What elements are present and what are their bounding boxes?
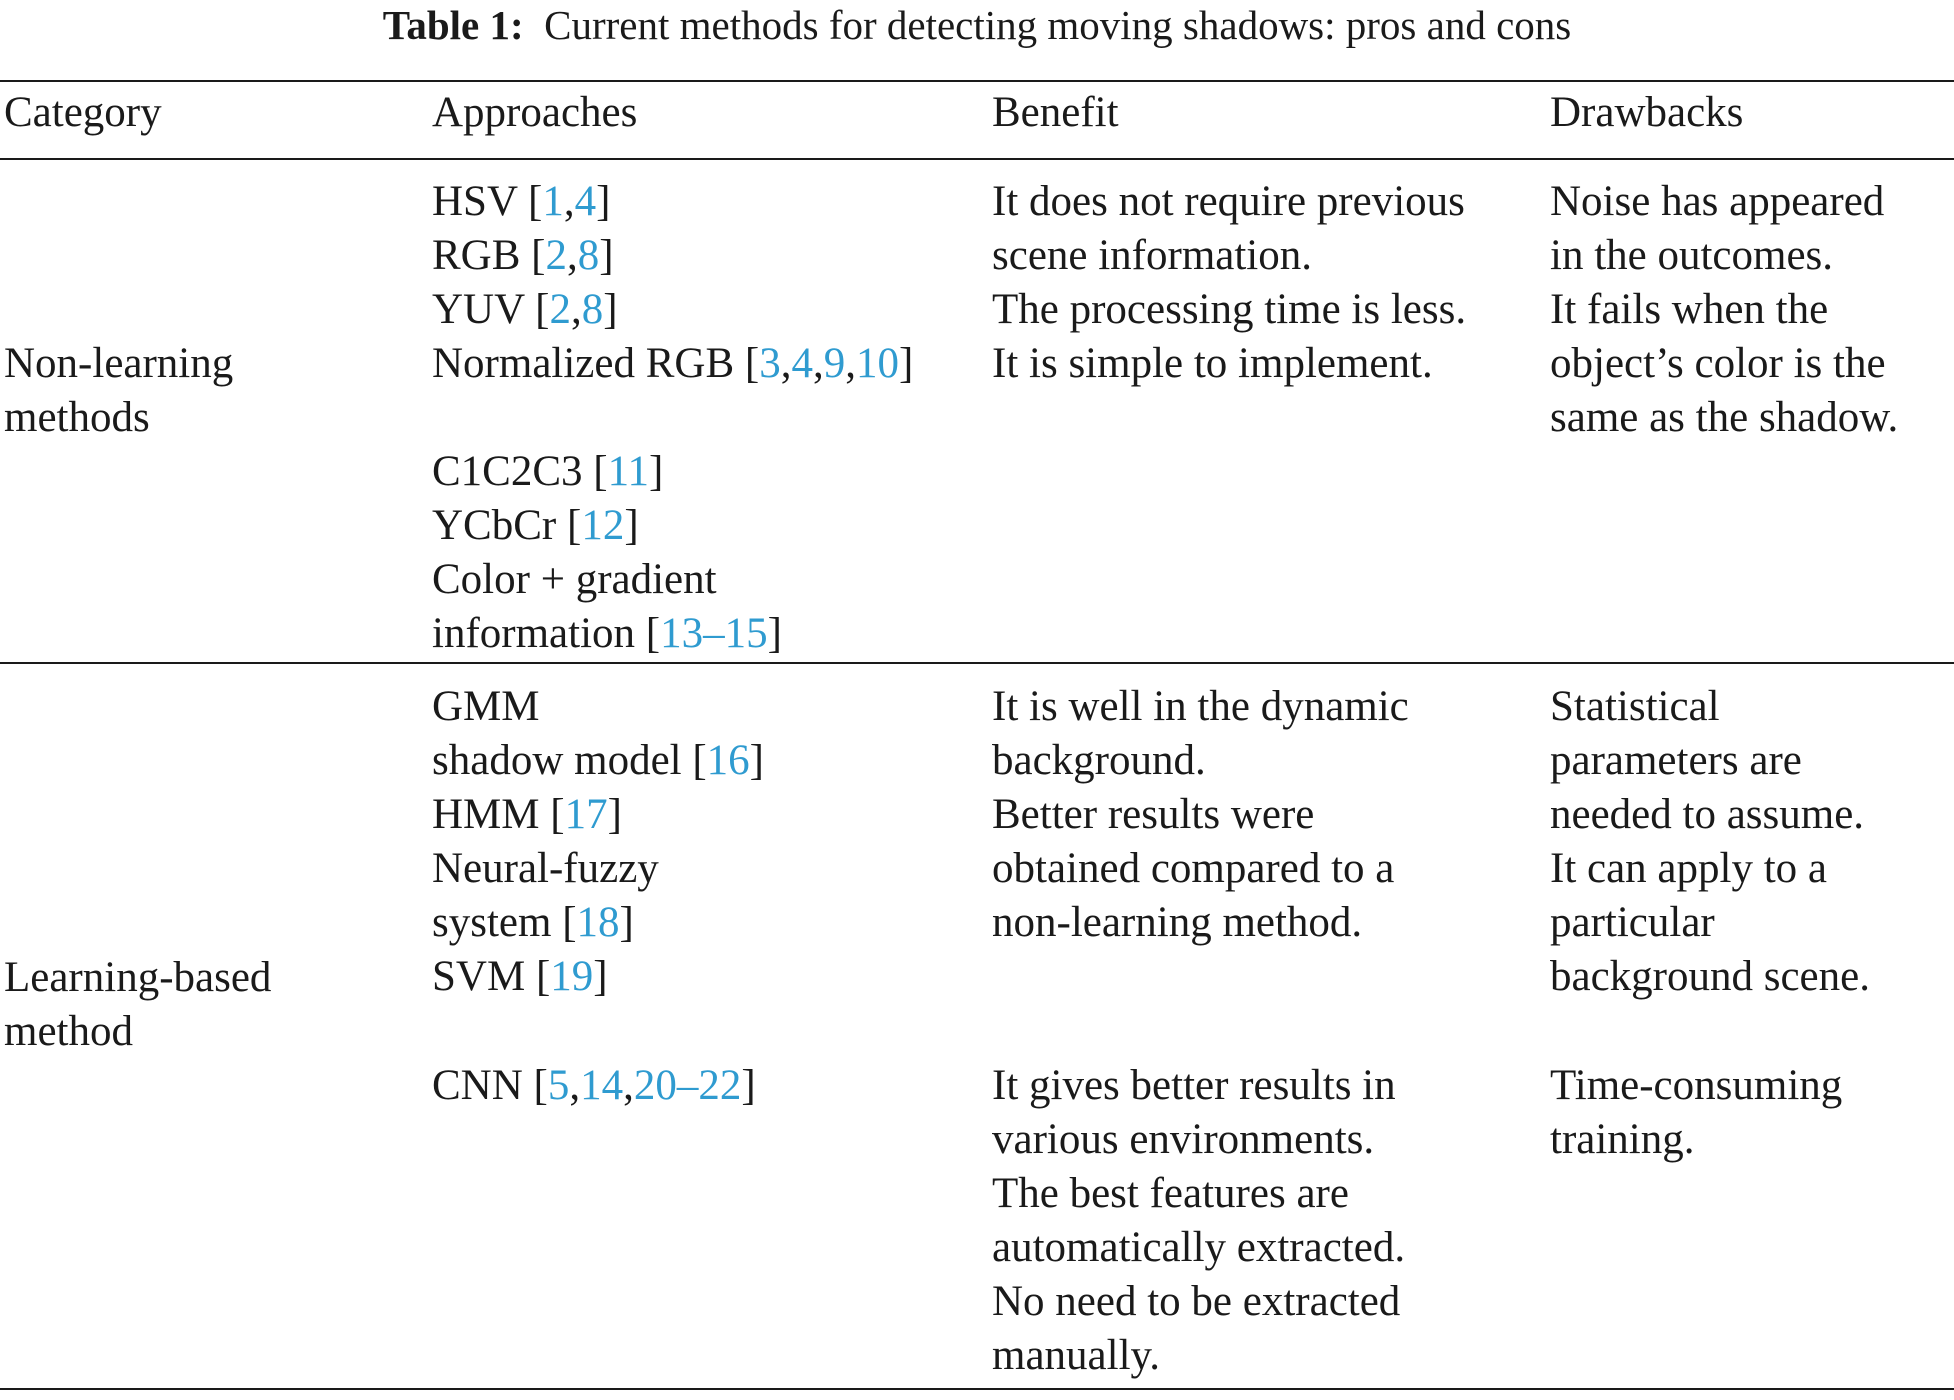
citation-link[interactable]: 20–22 bbox=[633, 1062, 742, 1109]
category-line: method bbox=[4, 1008, 133, 1055]
citation-link[interactable]: 3 bbox=[759, 340, 781, 387]
citation-link[interactable]: 9 bbox=[823, 340, 846, 387]
row-divider bbox=[0, 662, 1954, 664]
cell-line: background scene. bbox=[1550, 953, 1870, 1000]
approach-text: RGB [ bbox=[432, 232, 546, 279]
cell-line: Better results were bbox=[992, 791, 1315, 838]
approach-text: Neural-fuzzy bbox=[432, 845, 659, 892]
citation-bracket: ] bbox=[767, 610, 782, 657]
citation-bracket: ] bbox=[624, 502, 639, 549]
row2-approaches-group2 bbox=[432, 1059, 756, 1113]
cell-line: It gives better results in bbox=[992, 1062, 1396, 1109]
citation-bracket: ] bbox=[603, 286, 618, 333]
header-drawbacks: Drawbacks bbox=[1550, 89, 1744, 136]
citation-bracket: ] bbox=[749, 737, 764, 784]
citation-link[interactable]: 8 bbox=[577, 232, 600, 279]
cell-line: manually. bbox=[992, 1332, 1160, 1379]
header-benefit: Benefit bbox=[992, 89, 1119, 136]
approach-line: CNN [5,14,20–22] bbox=[432, 1062, 756, 1109]
cell-line: automatically extracted. bbox=[992, 1224, 1406, 1271]
header-category: Category bbox=[4, 89, 162, 136]
row2-benefit-group1 bbox=[992, 680, 1409, 950]
approach-line bbox=[432, 842, 764, 896]
citation-link[interactable]: 1 bbox=[542, 178, 564, 225]
cell-line: object’s color is the bbox=[1550, 340, 1886, 387]
row1-approaches-group1 bbox=[432, 175, 913, 391]
row1-benefit bbox=[992, 175, 1466, 391]
approach-line: RGB [2,8] bbox=[432, 232, 614, 279]
header-approaches: Approaches bbox=[432, 89, 638, 136]
row2-drawbacks-group2 bbox=[1550, 1059, 1842, 1167]
citation-link[interactable]: 2 bbox=[549, 286, 571, 333]
cell-line: obtained compared to a bbox=[992, 845, 1395, 892]
cell-line: Statistical bbox=[1550, 683, 1720, 730]
cell-line: parameters are bbox=[1550, 737, 1802, 784]
cell-line: Noise has appeared bbox=[1550, 178, 1885, 225]
citation-bracket: ] bbox=[741, 1062, 756, 1109]
category-line: Learning-based bbox=[4, 954, 272, 1001]
approach-text: YCbCr [ bbox=[432, 502, 582, 549]
citation-link[interactable]: 4 bbox=[791, 340, 813, 387]
citation-link[interactable]: 18 bbox=[576, 899, 620, 946]
category-line: methods bbox=[4, 394, 150, 441]
cell-line: The best features are bbox=[992, 1170, 1349, 1217]
approach-text: YUV [ bbox=[432, 286, 550, 333]
citation-link[interactable]: 14 bbox=[580, 1062, 624, 1109]
citation-bracket: ] bbox=[649, 448, 664, 495]
row2-category bbox=[4, 951, 271, 1059]
cell-line: No need to be extracted bbox=[992, 1278, 1401, 1325]
approach-line bbox=[432, 607, 782, 661]
citation-link[interactable]: 5 bbox=[547, 1062, 570, 1109]
citation-link[interactable]: 16 bbox=[706, 737, 750, 784]
category-line: Non-learning bbox=[4, 340, 234, 387]
approach-line: HSV [1,4] bbox=[432, 178, 611, 225]
citation-link[interactable]: 19 bbox=[550, 953, 594, 1000]
approach-line: YUV [2,8] bbox=[432, 286, 618, 333]
citation-link[interactable]: 13–15 bbox=[660, 610, 768, 657]
citation-link[interactable]: 10 bbox=[855, 340, 899, 387]
cell-line: in the outcomes. bbox=[1550, 232, 1834, 279]
caption-label: Table 1: bbox=[382, 2, 524, 48]
approach-line bbox=[432, 896, 764, 950]
cell-line: scene information. bbox=[992, 232, 1313, 279]
approach-text: Normalized RGB [ bbox=[432, 340, 760, 387]
citation-link[interactable]: 17 bbox=[564, 791, 608, 838]
cell-line: non-learning method. bbox=[992, 899, 1363, 946]
citation-link[interactable]: 2 bbox=[545, 232, 567, 279]
bottom-rule bbox=[0, 1388, 1954, 1390]
approach-text: system [ bbox=[432, 899, 577, 946]
cell-line: same as the shadow. bbox=[1550, 394, 1899, 441]
citation-bracket: ] bbox=[596, 178, 611, 225]
cell-line: It is simple to implement. bbox=[992, 340, 1433, 387]
cell-line: various environments. bbox=[992, 1116, 1375, 1163]
citation-bracket: ] bbox=[607, 791, 622, 838]
row1-approaches-group2 bbox=[432, 445, 782, 661]
caption-text: Current methods for detecting moving shadows: pros and cons bbox=[544, 2, 1572, 48]
approach-text: information [ bbox=[432, 610, 661, 657]
cell-line: training. bbox=[1550, 1116, 1695, 1163]
cell-line: It does not require previous bbox=[992, 178, 1465, 225]
approach-line bbox=[432, 445, 782, 499]
citation-bracket: ] bbox=[898, 340, 914, 387]
approach-line bbox=[432, 499, 782, 553]
row2-drawbacks-group1 bbox=[1550, 680, 1870, 1004]
cell-line: It fails when the bbox=[1550, 286, 1829, 333]
approach-text: HMM [ bbox=[432, 791, 565, 838]
approach-line bbox=[432, 553, 782, 607]
approach-text: shadow model [ bbox=[432, 737, 707, 784]
row1-category bbox=[4, 337, 233, 445]
cell-line: The processing time is less. bbox=[992, 286, 1467, 333]
cell-line: It can apply to a bbox=[1550, 845, 1828, 892]
approach-line bbox=[432, 734, 764, 788]
table-caption bbox=[0, 0, 1954, 50]
cell-line: background. bbox=[992, 737, 1206, 784]
citation-bracket: ] bbox=[593, 953, 608, 1000]
citation-link[interactable]: 11 bbox=[607, 448, 650, 495]
cell-line: It is well in the dynamic bbox=[992, 683, 1409, 730]
cell-line: particular bbox=[1550, 899, 1715, 946]
approach-text: Color + gradient bbox=[432, 556, 717, 603]
row1-drawbacks bbox=[1550, 175, 1898, 445]
cell-line: needed to assume. bbox=[1550, 791, 1865, 838]
header-rule bbox=[0, 158, 1954, 160]
approach-text: GMM bbox=[432, 683, 540, 730]
approach-line bbox=[432, 680, 764, 734]
approach-text: HSV [ bbox=[432, 178, 543, 225]
top-rule bbox=[0, 80, 1954, 82]
approach-line bbox=[432, 788, 764, 842]
citation-link[interactable]: 8 bbox=[581, 286, 604, 333]
citation-link[interactable]: 12 bbox=[581, 502, 625, 549]
cell-line: Time-consuming bbox=[1550, 1062, 1843, 1109]
approach-line: Normalized RGB [3,4,9,10] bbox=[432, 340, 914, 387]
citation-link[interactable]: 4 bbox=[574, 178, 597, 225]
row2-benefit-group2 bbox=[992, 1059, 1405, 1383]
citation-bracket: ] bbox=[599, 232, 614, 279]
citation-bracket: ] bbox=[619, 899, 634, 946]
approach-text: C1C2C3 [ bbox=[432, 448, 608, 495]
approach-line bbox=[432, 950, 764, 1004]
approach-text: CNN [ bbox=[432, 1062, 548, 1109]
row2-approaches-group1 bbox=[432, 680, 764, 1004]
approach-text: SVM [ bbox=[432, 953, 551, 1000]
